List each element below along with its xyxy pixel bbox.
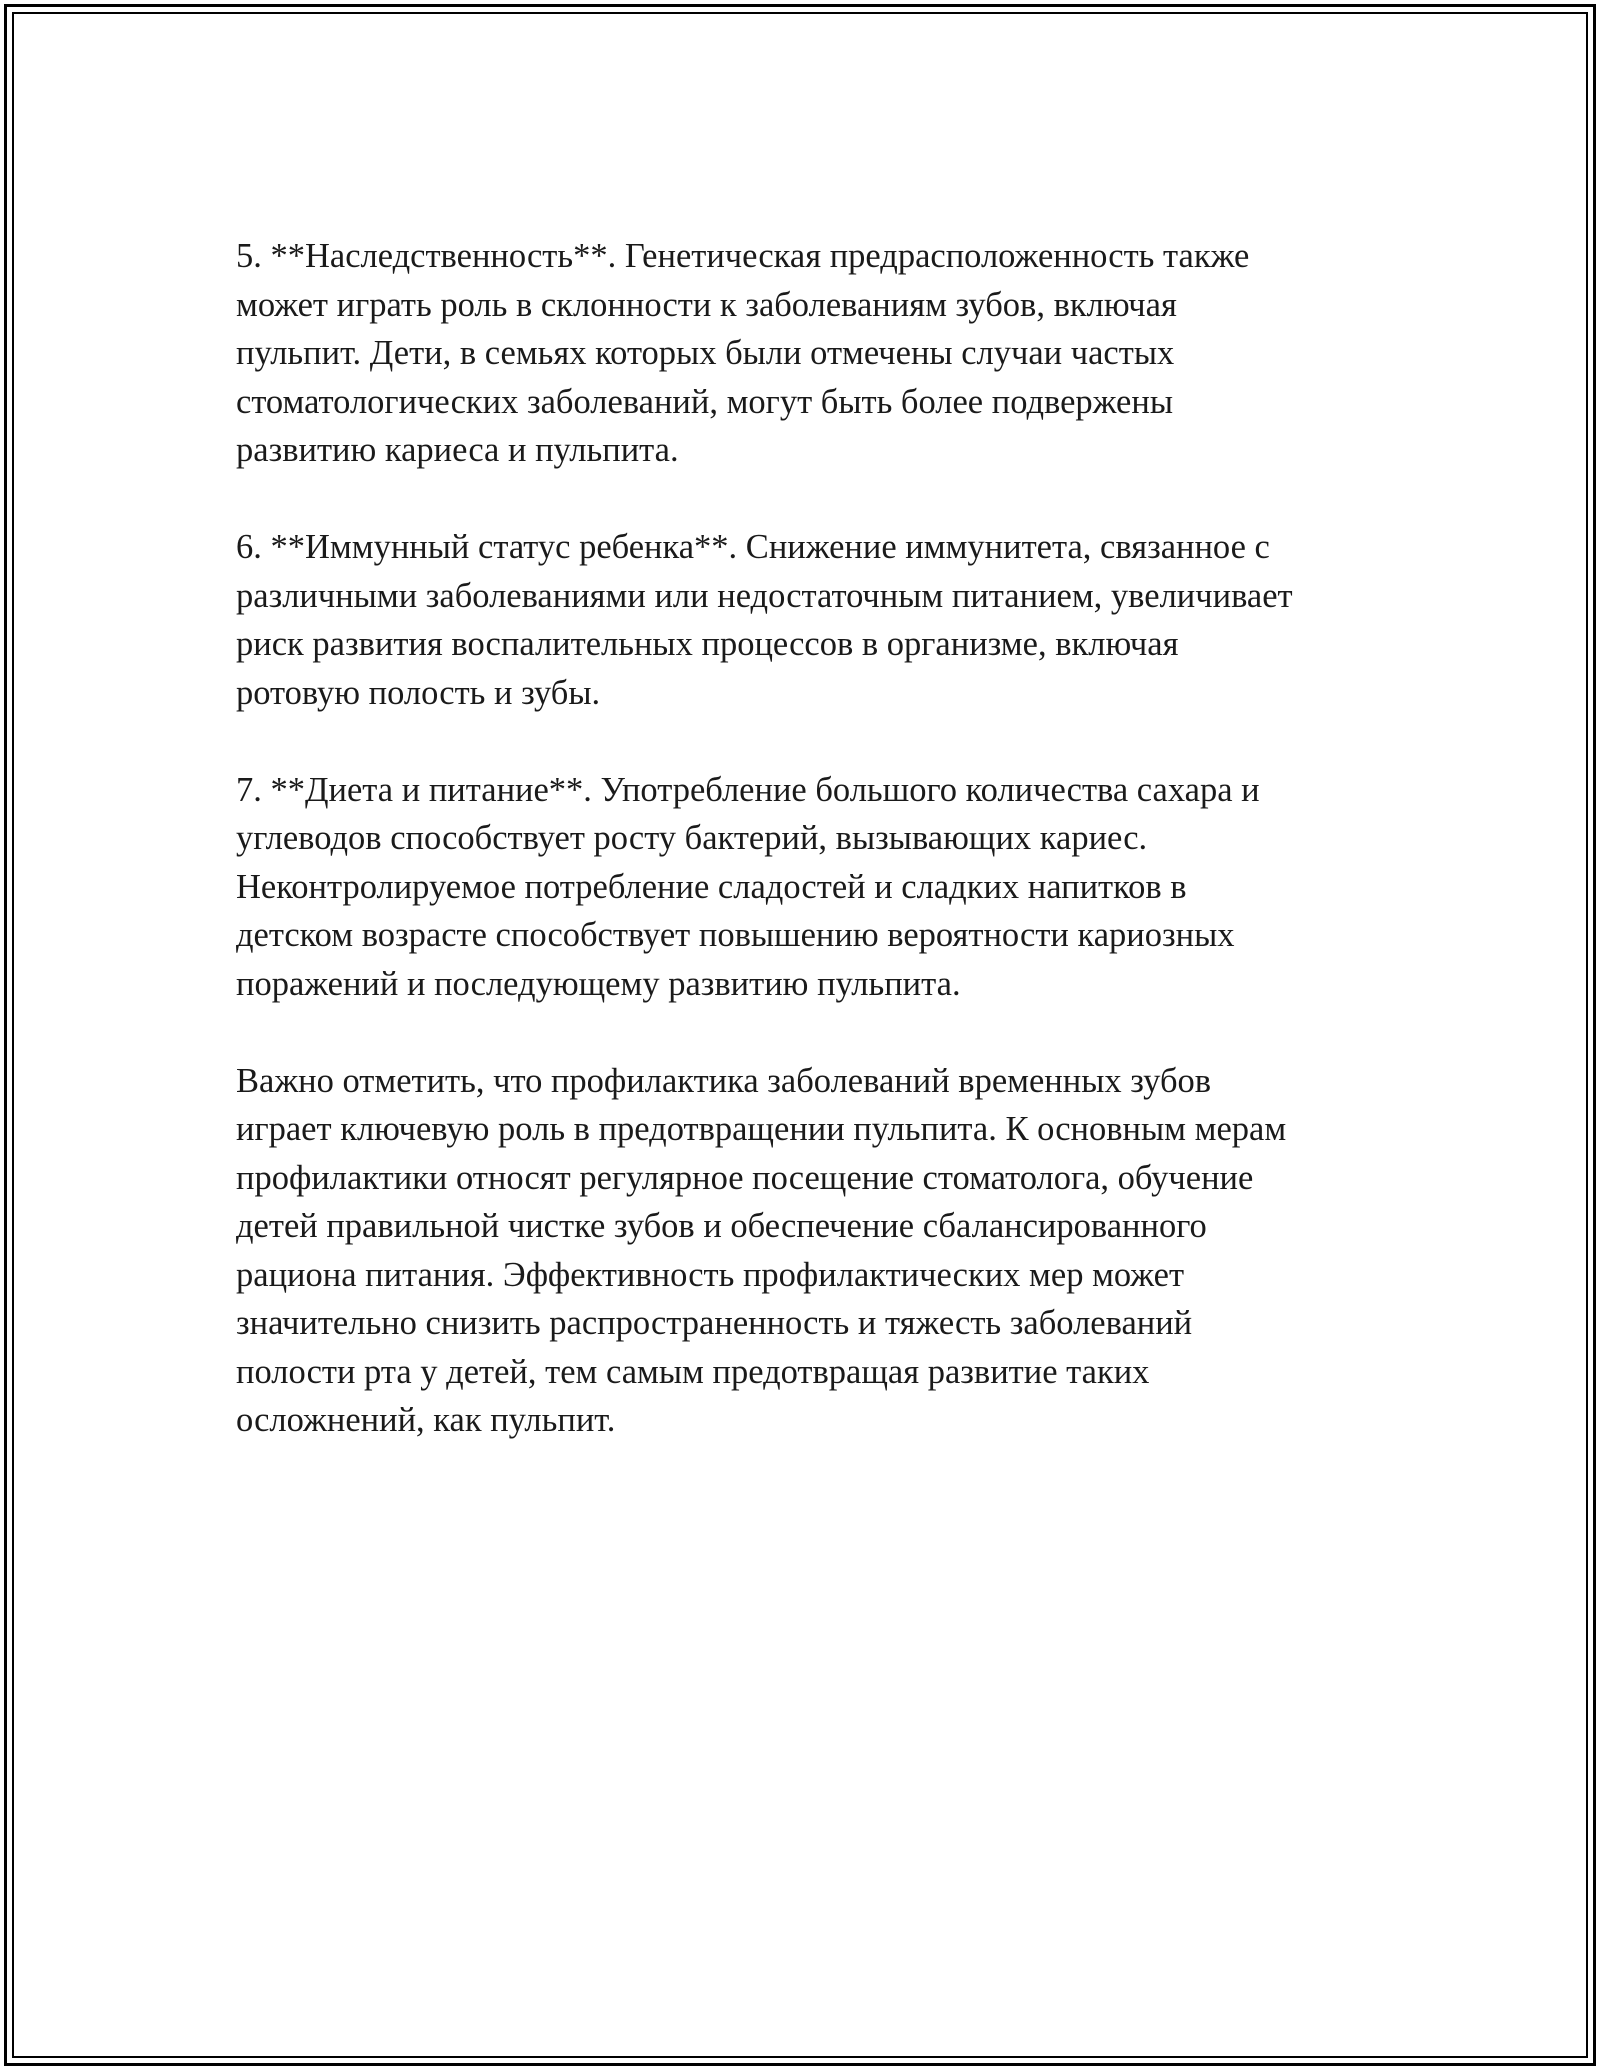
paragraph-immune-status [236,523,1396,717]
text-line: рациона питания. Эффективность профилактических мер может [236,1255,1185,1294]
text-line: играет ключевую роль в предотвращении пульпита. К основным мерам [236,1110,1287,1148]
text-line: стоматологических заболеваний, могут быть более подвержены [236,382,1174,421]
text-line: 5. **Наследственность**. Генетическая предрасположенность также [236,237,1250,275]
text-line: 7. **Диета и питание**. Употребление большого количества сахара и [236,770,1260,809]
text-line: детском возрасте способствует повышению вероятности кариозных [236,916,1235,954]
text-line: значительно снизить распространенность и тяжесть заболеваний [236,1304,1193,1342]
text-line: различными заболеваниями или недостаточным питанием, увеличивает [236,576,1293,615]
text-line: профилактики относят регулярное посещение стоматолога, обучение [236,1158,1254,1197]
text-line: Важно отметить, что профилактика заболеваний временных зубов [236,1061,1212,1100]
text-line: углеводов способствует росту бактерий, вызывающих кариес. [236,819,1148,857]
text-line: может играть роль в склонности к заболеваниям зубов, включая [236,285,1177,324]
text-line: развитию кариеса и пульпита. [236,431,679,469]
text-line: поражений и последующему развитию пульпита. [236,964,961,1003]
text-line: Неконтролируемое потребление сладостей и сладких напитков в [236,867,1187,906]
text-line: 6. **Иммунный статус ребенка**. Снижение иммунитета, связанное с [236,528,1270,566]
text-line: полости рта у детей, тем самым предотвращая развитие таких [236,1352,1150,1391]
document-body [236,232,1396,1493]
paragraph-heredity [236,232,1396,475]
text-line: ротовую полость и зубы. [236,673,601,712]
text-line: детей правильной чистке зубов и обеспечение сбалансированного [236,1207,1207,1245]
text-line: риск развития воспалительных процессов в организме, включая [236,625,1179,663]
paragraph-diet [236,766,1396,1009]
text-line: пульпит. Дети, в семьях которых были отмечены случаи частых [236,334,1175,372]
paragraph-prevention [236,1057,1396,1445]
text-line: осложнений, как пульпит. [236,1401,616,1439]
